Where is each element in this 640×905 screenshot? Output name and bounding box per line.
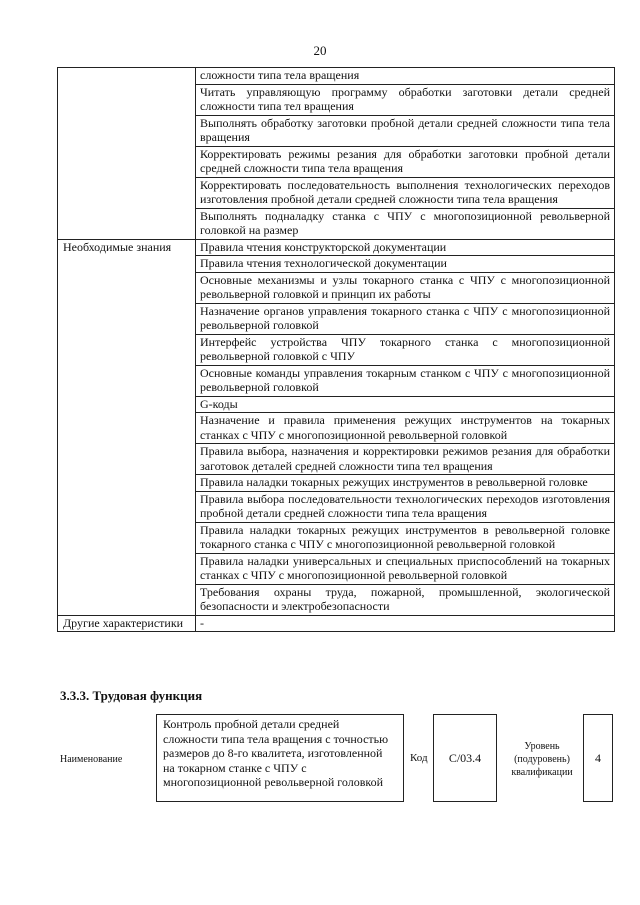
row-text: Корректировать последовательность выполнения технологических переходов изготовления пробной детали средней сложности типа тела вращения — [196, 177, 615, 208]
labor-function-name: Контроль пробной детали средней сложности типа тела вращения с точностью размеров до 8-го квалитета, изготовленной на токарном станке с ЧПУ с многопозиционной револьверной головкой — [156, 714, 404, 802]
section-title: 3.3.3. Трудовая функция — [60, 688, 203, 703]
row-text: Правила наладки токарных режущих инструментов в револьверной головке токарного станка с ЧПУ с многопозиционной револьверной головкой — [196, 522, 615, 553]
row-text: - — [196, 615, 615, 632]
row-text: G-коды — [196, 396, 615, 413]
row-text: Правила чтения конструкторской документации — [196, 239, 615, 256]
row-label: Необходимые знания — [58, 239, 196, 615]
row-text: Правила выбора, назначения и корректировки режимов резания для обработки заготовок деталей средней сложности типа тел вращения — [196, 444, 615, 475]
row-text: Интерфейс устройства ЧПУ токарного станка с многопозиционной револьверной головкой с ЧПУ — [196, 334, 615, 365]
row-text: Правила наладки токарных режущих инструментов в револьверной головке — [196, 475, 615, 492]
row-text: Назначение и правила применения режущих инструментов на токарных станках с ЧПУ с многопозиционной револьверной головкой — [196, 413, 615, 444]
code-value: C/03.4 — [433, 714, 497, 802]
table-row — [58, 239, 615, 256]
knowledge-skills-table — [57, 67, 615, 632]
level-label: Уровень (подуровень) квалификации — [511, 741, 573, 778]
row-text: Выполнять подналадку станка с ЧПУ с многопозиционной револьверной головкой на размер — [196, 208, 615, 239]
row-text: Правила выбора последовательности технологических переходов изготовления пробной детали средней сложности типа тела вращения — [196, 491, 615, 522]
row-text: сложности типа тела вращения — [196, 68, 615, 85]
row-text: Корректировать режимы резания для обработки заготовки пробной детали средней сложности типа тела вращения — [196, 146, 615, 177]
page-number: 20 — [313, 43, 327, 58]
name-label: Наименование — [60, 754, 123, 765]
level-value: 4 — [583, 714, 613, 802]
row-text: Основные команды управления токарным станком с ЧПУ с многопозиционной револьверной головкой — [196, 365, 615, 396]
row-text: Основные механизмы и узлы токарного станка с ЧПУ с многопозиционной револьверной головкой и принцип их работы — [196, 272, 615, 303]
row-label: Другие характеристики — [58, 615, 196, 632]
table-row — [58, 615, 615, 632]
row-text: Правила наладки универсальных и специальных приспособлений на токарных станках с ЧПУ с многопозиционной револьверной головкой — [196, 553, 615, 584]
row-text: Требования охраны труда, пожарной, промышленной, экологической безопасности и электробезопасности — [196, 584, 615, 615]
row-text: Назначение органов управления токарного станка с ЧПУ с многопозиционной револьверной головкой — [196, 303, 615, 334]
table-row — [58, 68, 615, 85]
row-text: Выполнять обработку заготовки пробной детали средней сложности типа тела вращения — [196, 115, 615, 146]
row-label — [58, 68, 196, 240]
row-text: Правила чтения технологической документации — [196, 256, 615, 273]
code-label: Код — [410, 752, 428, 764]
row-text: Читать управляющую программу обработки заготовки детали средней сложности типа тел вращения — [196, 84, 615, 115]
